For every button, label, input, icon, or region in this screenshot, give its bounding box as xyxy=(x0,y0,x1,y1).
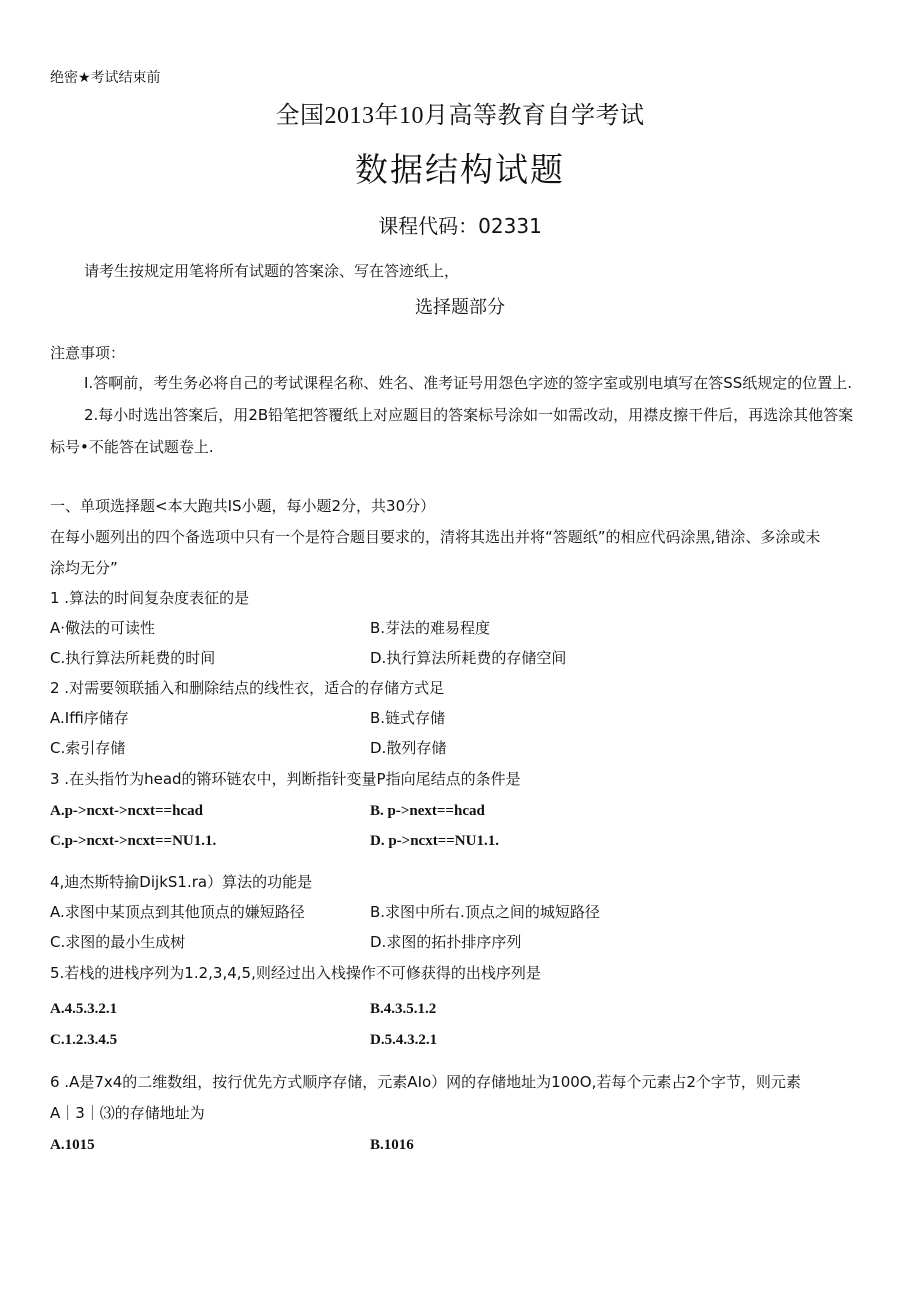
option-c: C.1.2.3.4.5 xyxy=(50,1032,118,1048)
option-b: B.链式存储 xyxy=(370,709,446,727)
option-a: A.1015 xyxy=(50,1137,95,1153)
option-b: B.求图中所右.顶点之间的城短路径 xyxy=(370,903,600,921)
option-d: D. p->ncxt==NU1.1. xyxy=(370,833,499,849)
part-description: 在每小题列出的四个备选项中只有一个是符合题目要求的，清将其选出并将“答题纸”的相应代码涂黑,错涂、多涂或未 xyxy=(50,528,821,546)
option-d: D.散列存储 xyxy=(370,739,447,757)
notice-item-2-continued: 标号•不能答在试题卷上. xyxy=(50,438,214,456)
question-stem: 1 .算法的时间复杂度表征的是 xyxy=(50,589,250,607)
part-title: 一、单项选择题<本大跑共IS小题，每小题2分，共30分） xyxy=(50,497,436,515)
subject-title: 数据结构试题 xyxy=(355,153,565,189)
option-b: B.4.3.5.1.2 xyxy=(370,1001,437,1017)
part-description-continued: 涂均无分” xyxy=(50,559,118,577)
exam-title: 全国2013年10月高等教育自学考试 xyxy=(275,103,645,129)
option-c: C.索引存储 xyxy=(50,739,126,757)
option-c: C.p->ncxt->ncxt==NU1.1. xyxy=(50,833,217,849)
secret-mark: 绝密★考试结束前 xyxy=(50,70,161,86)
section-title: 选择题部分 xyxy=(415,297,505,318)
option-a: A·儆法的可读性 xyxy=(50,619,156,637)
question-stem: 3 .在头指竹为head的锵环链农中，判断指针变量P指向尾结点的条件是 xyxy=(50,770,521,788)
question-stem: 2 .对需要领联插入和删除结点的线性衣，适合的存储方式足 xyxy=(50,679,445,697)
option-c: C.求图的最小生成树 xyxy=(50,933,186,951)
notice-item-1: I.答啊前，考生务必将自己的考试课程名称、姓名、准考证号用怨色字迹的签字室或别电填写在答SS纸规定的位置上. xyxy=(84,374,853,392)
option-a: A.Iffi序储存 xyxy=(50,709,129,727)
option-b: B.芽法的难易程度 xyxy=(370,619,491,637)
course-code: 课程代码：02331 xyxy=(378,214,542,238)
option-d: D.求图的拓扑排序序列 xyxy=(370,933,522,951)
notice-item-2: 2.每小时选出答案后，用2B铅笔把答覆纸上对应题目的答案标号涂如一如需改动，用襟皮擦干件后，再选涂其他答案 xyxy=(84,406,854,424)
question-stem: 5.若栈的进栈序列为1.2,3,4,5,则经过出入栈操作不可修获得的出栈序列是 xyxy=(50,964,541,982)
option-d: D.执行算法所耗费的存储空间 xyxy=(370,649,567,667)
question-stem-continued: A｜3｜⑶的存储地址为 xyxy=(50,1104,205,1122)
option-c: C.执行算法所耗费的时间 xyxy=(50,649,216,667)
question-stem: 6 .A是7x4的二维数组，按行优先方式顺序存储，元素AIo）网的存储地址为100O,若每个元素占2个字节，则元素 xyxy=(50,1073,801,1091)
option-b: B. p->next==hcad xyxy=(370,803,485,819)
question-stem: 4,迪杰斯特揄DijkS1.ra）算法的功能是 xyxy=(50,873,313,891)
intro-text: 请考生按规定用笔将所有试题的答案涂、写在答迹纸上， xyxy=(84,262,460,280)
option-a: A.4.5.3.2.1 xyxy=(50,1001,118,1017)
option-d: D.5.4.3.2.1 xyxy=(370,1032,438,1048)
option-a: A.p->ncxt->ncxt==hcad xyxy=(50,803,203,819)
notice-heading: 注意事项： xyxy=(50,344,126,362)
option-a: A.求图中某顶点到其他顶点的嫌短路径 xyxy=(50,903,305,921)
option-b: B.1016 xyxy=(370,1137,414,1153)
